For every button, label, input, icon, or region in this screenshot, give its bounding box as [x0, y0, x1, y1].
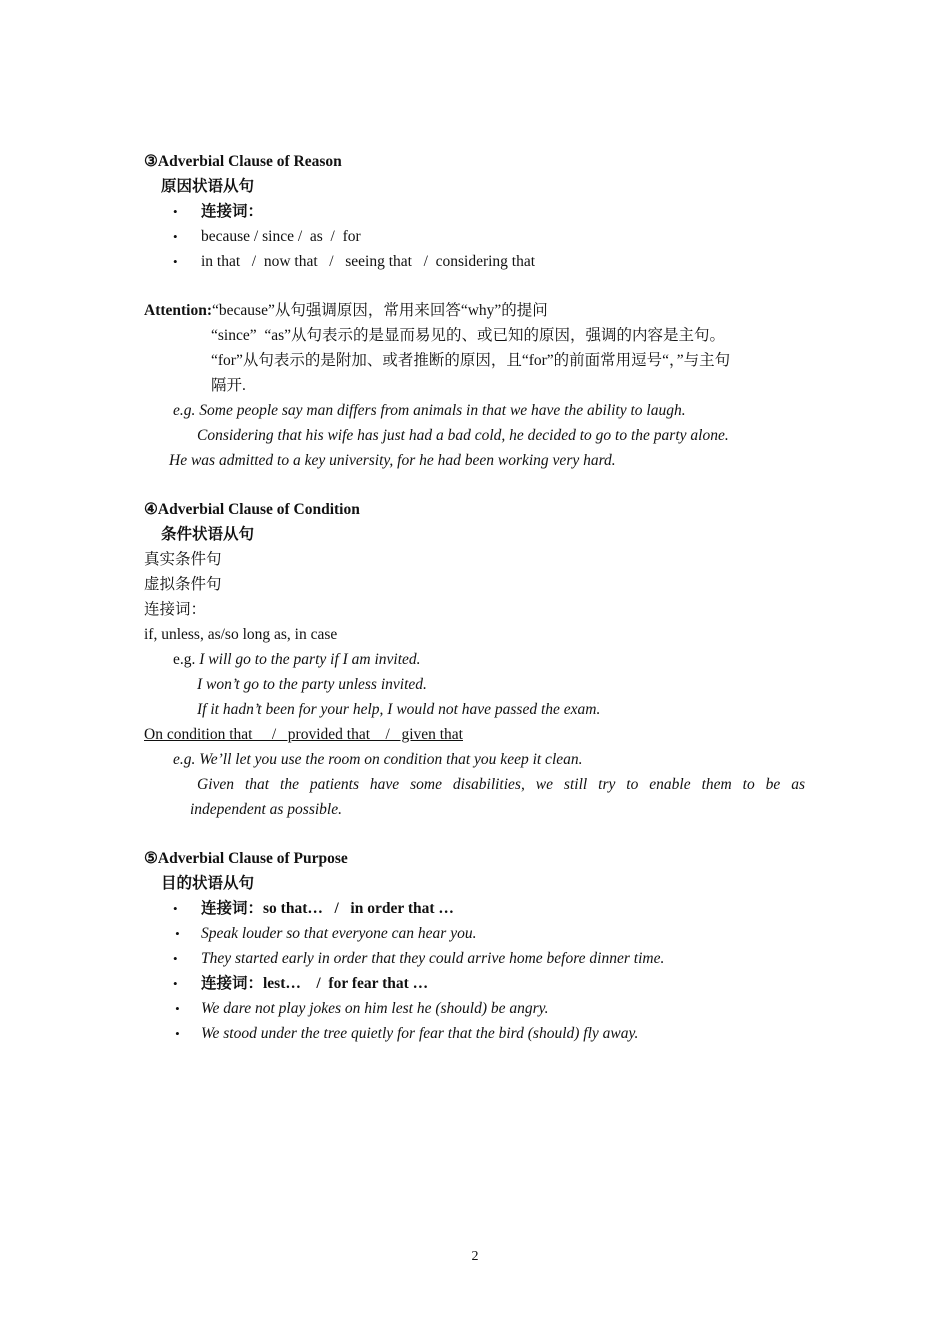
underlined-connectives: On condition that / provided that / given that	[144, 726, 463, 743]
list-item: We dare not play jokes on him lest he (should) be angry.	[201, 1000, 549, 1017]
section-subheading-condition: 条件状语从句	[161, 526, 255, 543]
example-sentence: If it hadn’t been for your help, I would not have passed the exam.	[197, 701, 601, 718]
list-item: They started early in order that they could arrive home before dinner time.	[201, 950, 665, 967]
bullet-icon: •	[175, 1001, 180, 1016]
attention-text: 隔开.	[211, 377, 246, 394]
example-sentence: He was admitted to a key university, for he had been working very hard.	[169, 452, 616, 469]
example-sentence: e.g. Some people say man differs from animals in that we have the ability to laugh.	[173, 402, 686, 419]
text-line: 虚拟条件句	[144, 576, 222, 593]
text-line: 真实条件句	[144, 551, 222, 568]
section-subheading-reason: 原因状语从句	[161, 178, 255, 195]
bullet-icon: •	[175, 1026, 180, 1041]
list-item: 连接词：lest… / for fear that …	[201, 975, 429, 992]
section-heading-condition: ④Adverbial Clause of Condition	[144, 501, 360, 518]
example-line	[173, 650, 421, 670]
bullet-icon: •	[173, 254, 178, 269]
bullet-icon: •	[173, 951, 178, 966]
example-sentence: Given that the patients have some disabilities, we still try to enable them to be as	[197, 776, 805, 793]
attention-text: “since” “as”从句表示的是显而易见的、或已知的原因，强调的内容是主句。	[211, 327, 726, 344]
attention-text: “because”从句强调原因，常用来回答“why”的提问	[212, 302, 548, 319]
attention-text: “for”从句表示的是附加、或者推断的原因，且“for”的前面常用逗号“，”与主句	[211, 352, 731, 369]
list-item: in that / now that / seeing that / considering that	[201, 253, 536, 270]
connectives-line: if, unless, as/so long as, in case	[144, 626, 338, 643]
bullet-icon: •	[173, 204, 178, 219]
text-line: 连接词：	[144, 601, 207, 618]
list-item: 连接词：	[201, 203, 264, 220]
bullet-icon: •	[173, 229, 178, 244]
list-item: because / since / as / for	[201, 228, 361, 245]
example-sentence: Considering that his wife has just had a bad cold, he decided to go to the party alone.	[197, 427, 729, 444]
section-heading-reason: ③Adverbial Clause of Reason	[144, 153, 342, 170]
bullet-icon: •	[173, 976, 178, 991]
list-item: We stood under the tree quietly for fear that the bird (should) fly away.	[201, 1025, 639, 1042]
eg-label: e.g.	[173, 651, 196, 668]
example-sentence: e.g. We’ll let you use the room on condition that you keep it clean.	[173, 751, 583, 768]
example-sentence: I will go to the party if I am invited.	[199, 651, 421, 668]
example-sentence: independent as possible.	[190, 801, 342, 818]
bullet-icon: •	[175, 926, 180, 941]
section-subheading-purpose: 目的状语从句	[161, 875, 255, 892]
bullet-icon: •	[173, 901, 178, 916]
example-sentence: I won’t go to the party unless invited.	[197, 676, 427, 693]
attention-line	[144, 301, 548, 321]
page-number: 2	[471, 1249, 479, 1264]
list-item: Speak louder so that everyone can hear you.	[201, 925, 477, 942]
section-heading-purpose: ⑤Adverbial Clause of Purpose	[144, 850, 348, 867]
attention-label: Attention:	[144, 302, 213, 319]
list-item: 连接词：so that… / in order that …	[201, 900, 454, 917]
